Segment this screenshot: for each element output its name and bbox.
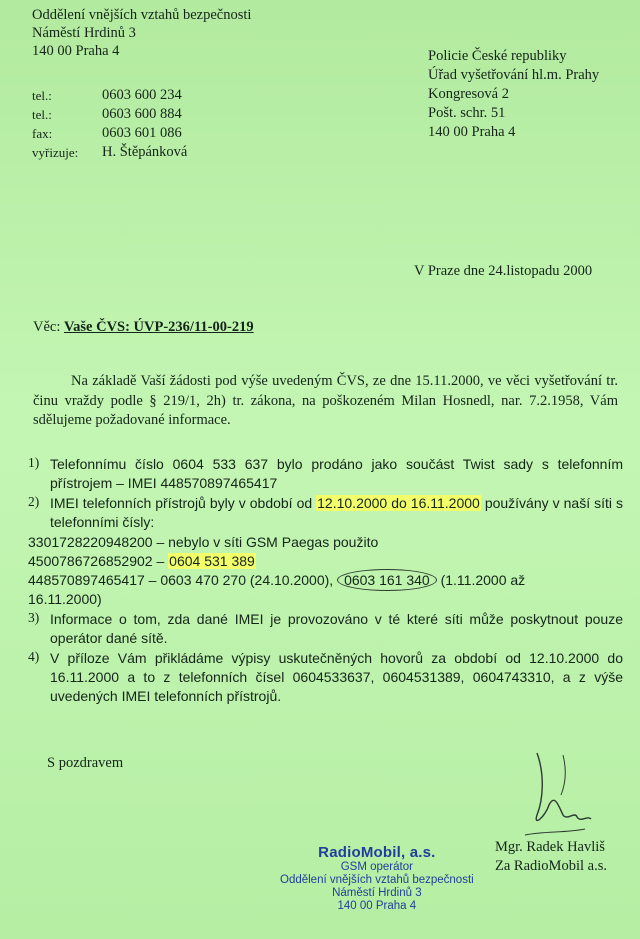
contact-row — [32, 124, 187, 143]
imei-line-text: (1.11.2000 až — [436, 572, 526, 588]
letter-date: V Praze dne 24.listopadu 2000 — [414, 263, 593, 279]
item-number: 2) — [28, 494, 40, 509]
list-item — [28, 455, 623, 493]
subject-label: Věc: — [33, 319, 61, 335]
signature-block — [495, 838, 607, 876]
recipient-address — [428, 47, 599, 142]
signatory-name: Mgr. Radek Havliš — [495, 839, 605, 855]
contact-label: tel.: — [32, 88, 52, 103]
recipient-line: Policie České republiky — [428, 48, 567, 64]
imei-line: 3301728220948200 – nebylo v síti GSM Paegas použito — [28, 534, 379, 550]
stamp-line: 140 00 Praha 4 — [337, 900, 417, 912]
contact-value: 0603 601 086 — [102, 125, 182, 141]
highlighted-number: 0604 531 389 — [169, 553, 255, 569]
item-text: Telefonnímu číslo 0604 533 637 bylo prodáno jako součást Twist sady s telefonním přístrojem – IMEI 448570897465417 — [50, 456, 623, 491]
item-text: V příloze Vám přikládáme výpisy uskutečněných hovorů za období od 12.10.2000 do 16.11.2000 a to z telefonních čísel 0604533637, 0604531389, 0604743310, a z výše uvedených IMEI telefonních přístrojů. — [50, 650, 623, 704]
signatory-org: Za RadioMobil a.s. — [495, 858, 607, 874]
stamp-line: GSM operátor — [340, 861, 413, 873]
contact-label: tel.: — [32, 107, 52, 122]
imei-line: 16.11.2000) — [28, 591, 102, 607]
greeting: S pozdravem — [47, 755, 124, 771]
list-item — [28, 649, 623, 706]
sender-line: Náměstí Hrdinů 3 — [32, 25, 136, 41]
recipient-line: 140 00 Praha 4 — [428, 124, 516, 140]
imei-line-text: 4500786726852902 – — [28, 553, 169, 569]
contact-value: H. Štěpánková — [102, 144, 188, 160]
imei-line — [28, 552, 623, 571]
list-item — [28, 494, 623, 532]
contact-value: 0603 600 234 — [102, 87, 182, 103]
body-paragraph: Na základě Vaší žádosti pod výše uvedeným ČVS, ze dne 15.11.2000, ve věci vyšetřování tr. činu vraždy podle § 219/1, 2h) tr. zákona, na poškozeném Milan Hosnedl, nar. 7.2.1958, Vám sdělujeme požadované informace. — [33, 373, 618, 428]
recipient-line: Pošt. schr. 51 — [428, 105, 506, 121]
sender-line: 140 00 Praha 4 — [32, 43, 120, 59]
item-text — [50, 494, 623, 532]
subject-line — [33, 318, 254, 336]
subject-reference: Vaše ČVS: ÚVP-236/11-00-219 — [64, 319, 254, 335]
contact-row — [32, 143, 187, 162]
numbered-list — [28, 455, 623, 707]
highlighted-period: 12.10.2000 do 16.11.2000 — [317, 495, 480, 511]
contact-row — [32, 105, 187, 124]
item-text-part: používány v naší síti s telefonními čísly: — [50, 495, 623, 530]
item-number: 1) — [28, 455, 40, 470]
recipient-line: Kongresová 2 — [428, 86, 509, 102]
item-text: Informace o tom, zda dané IMEI je provozováno v té které síti může poskytnout pouze operátor dané sítě. — [50, 611, 623, 646]
imei-line-text: 448570897465417 – 0603 470 270 (24.10.2000), — [28, 572, 338, 588]
recipient-line: Úřad vyšetřování hl.m. Prahy — [428, 67, 600, 83]
contact-label: fax: — [32, 126, 53, 141]
company-stamp — [280, 844, 474, 913]
circled-number: 0603 161 340 — [337, 569, 437, 591]
stamp-company: RadioMobil, a.s. — [318, 844, 436, 861]
list-item — [28, 610, 623, 648]
contact-value: 0603 600 884 — [102, 106, 182, 122]
stamp-line: Náměstí Hrdinů 3 — [332, 887, 422, 899]
contact-label: vyřizuje: — [32, 145, 79, 160]
item-number: 4) — [28, 649, 40, 664]
item-number: 3) — [28, 610, 40, 625]
sender-address — [32, 6, 251, 60]
sender-line: Oddělení vnějších vztahů bezpečnosti — [32, 7, 252, 23]
contact-row — [32, 86, 187, 105]
imei-line — [28, 571, 623, 590]
contact-block — [32, 86, 187, 162]
handwritten-signature — [515, 745, 615, 840]
item-text-part: IMEI telefonních přístrojů byly v období od — [50, 495, 317, 511]
stamp-line: Oddělení vnějších vztahů bezpečnosti — [280, 874, 474, 886]
